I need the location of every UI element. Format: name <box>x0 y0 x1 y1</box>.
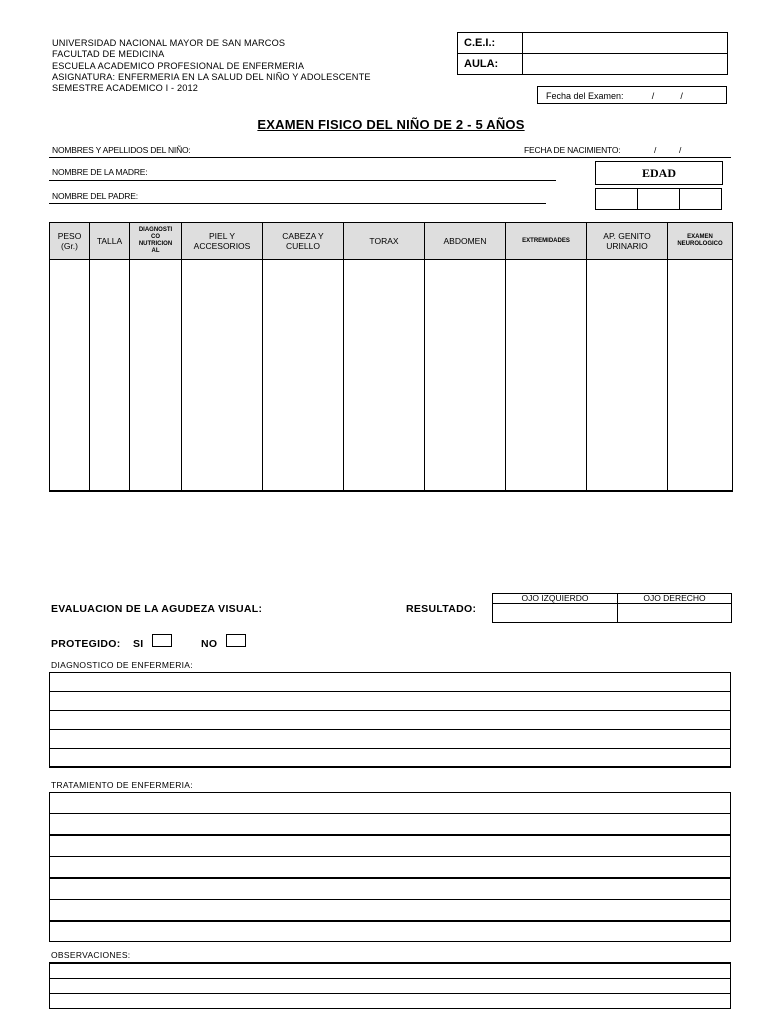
treatment-label: TRATAMIENTO DE ENFERMERIA: <box>51 780 193 790</box>
right-eye-field[interactable] <box>618 604 732 623</box>
exam-date-label: Fecha del Examen: <box>546 91 624 101</box>
cell-cabeza[interactable] <box>263 260 344 492</box>
protected-label: PROTEGIDO: <box>51 638 121 650</box>
observation-line[interactable] <box>50 963 731 979</box>
right-eye-header: OJO DERECHO <box>618 594 732 604</box>
aula-field[interactable] <box>523 54 728 75</box>
col-header-extremidades: EXTREMIDADES <box>506 223 587 260</box>
diagnosis-line[interactable] <box>50 692 731 711</box>
observation-line[interactable] <box>50 994 731 1009</box>
exam-table-row <box>50 260 733 492</box>
aula-label: AULA: <box>458 54 523 75</box>
header-line: ASIGNATURA: ENFERMERIA EN LA SALUD DEL NIÑO Y ADOLESCENTE <box>52 71 371 82</box>
no-label: NO <box>201 638 218 650</box>
exam-date-field[interactable] <box>537 86 727 104</box>
diagnosis-lines <box>49 672 731 768</box>
age-days-field[interactable] <box>680 189 722 210</box>
child-name-line[interactable] <box>49 157 731 158</box>
treatment-lines <box>49 792 731 942</box>
cell-genito[interactable] <box>587 260 668 492</box>
observations-label: OBSERVACIONES: <box>51 950 131 960</box>
header-line: ESCUELA ACADEMICO PROFESIONAL DE ENFERMERIA <box>52 60 305 71</box>
treatment-line[interactable] <box>50 793 731 814</box>
cei-field[interactable] <box>523 33 728 54</box>
col-header-piel: PIEL Y ACCESORIOS <box>182 223 263 260</box>
treatment-line[interactable] <box>50 900 731 922</box>
date-separator: / <box>654 145 657 155</box>
result-label: RESULTADO: <box>406 603 477 615</box>
observations-lines <box>49 962 731 1009</box>
visual-acuity-title: EVALUACION DE LA AGUDEZA VISUAL: <box>51 603 263 615</box>
institution-header <box>52 38 371 94</box>
birth-date-label: FECHA DE NACIMIENTO: <box>524 145 621 155</box>
cell-peso[interactable] <box>50 260 90 492</box>
diagnosis-line[interactable] <box>50 711 731 730</box>
cei-label: C.E.I.: <box>458 33 523 54</box>
father-name-line[interactable] <box>49 203 546 204</box>
date-separator: / <box>680 91 683 101</box>
col-header-abdomen: ABDOMEN <box>425 223 506 260</box>
treatment-line[interactable] <box>50 878 731 900</box>
col-header-torax: TORAX <box>344 223 425 260</box>
date-separator: / <box>651 91 655 101</box>
page-title: EXAMEN FISICO DEL NIÑO DE 2 - 5 AÑOS <box>257 117 525 132</box>
age-input-boxes <box>595 188 722 210</box>
age-months-field[interactable] <box>638 189 680 210</box>
cell-talla[interactable] <box>90 260 130 492</box>
col-header-diagnostico: DIAGNOSTI CO NUTRICION AL <box>130 223 182 260</box>
diagnosis-line[interactable] <box>50 673 731 692</box>
cell-diagnostico[interactable] <box>130 260 182 492</box>
treatment-line[interactable] <box>50 921 731 942</box>
diagnosis-line[interactable] <box>50 749 731 768</box>
diagnosis-line[interactable] <box>50 730 731 749</box>
header-line: SEMESTRE ACADEMICO I - 2012 <box>52 83 198 94</box>
cei-aula-box <box>457 32 728 75</box>
visual-result-table <box>492 593 732 623</box>
col-header-talla: TALLA <box>90 223 130 260</box>
cell-neurologico[interactable] <box>668 260 733 492</box>
header-line: UNIVERSIDAD NACIONAL MAYOR DE SAN MARCOS <box>52 38 286 48</box>
col-header-genito: AP. GENITO URINARIO <box>587 223 668 260</box>
treatment-line[interactable] <box>50 814 731 836</box>
father-name-label: NOMBRE DEL PADRE: <box>52 191 138 201</box>
col-header-peso: PESO (Gr.) <box>50 223 90 260</box>
diagnosis-label: DIAGNOSTICO DE ENFERMERIA: <box>51 660 193 670</box>
yes-checkbox[interactable] <box>152 634 172 647</box>
age-years-field[interactable] <box>596 189 638 210</box>
cell-abdomen[interactable] <box>425 260 506 492</box>
left-eye-header: OJO IZQUIERDO <box>493 594 618 604</box>
col-header-cabeza: CABEZA Y CUELLO <box>263 223 344 260</box>
date-separator: / <box>679 145 682 155</box>
age-label-box: EDAD <box>595 161 723 185</box>
header-line: FACULTAD DE MEDICINA <box>52 49 165 60</box>
child-name-label: NOMBRES Y APELLIDOS DEL NIÑO: <box>52 145 191 155</box>
treatment-line[interactable] <box>50 857 731 879</box>
col-header-neurologico: EXAMEN NEUROLOGICO <box>668 223 733 260</box>
no-checkbox[interactable] <box>226 634 246 647</box>
mother-name-label: NOMBRE DE LA MADRE: <box>52 167 148 177</box>
cell-piel[interactable] <box>182 260 263 492</box>
cell-torax[interactable] <box>344 260 425 492</box>
exam-table <box>49 222 733 492</box>
cell-extremidades[interactable] <box>506 260 587 492</box>
mother-name-line[interactable] <box>49 180 556 181</box>
observation-line[interactable] <box>50 979 731 994</box>
treatment-line[interactable] <box>50 835 731 857</box>
left-eye-field[interactable] <box>493 604 618 623</box>
yes-label: SI <box>133 638 144 650</box>
exam-table-header <box>50 223 733 260</box>
